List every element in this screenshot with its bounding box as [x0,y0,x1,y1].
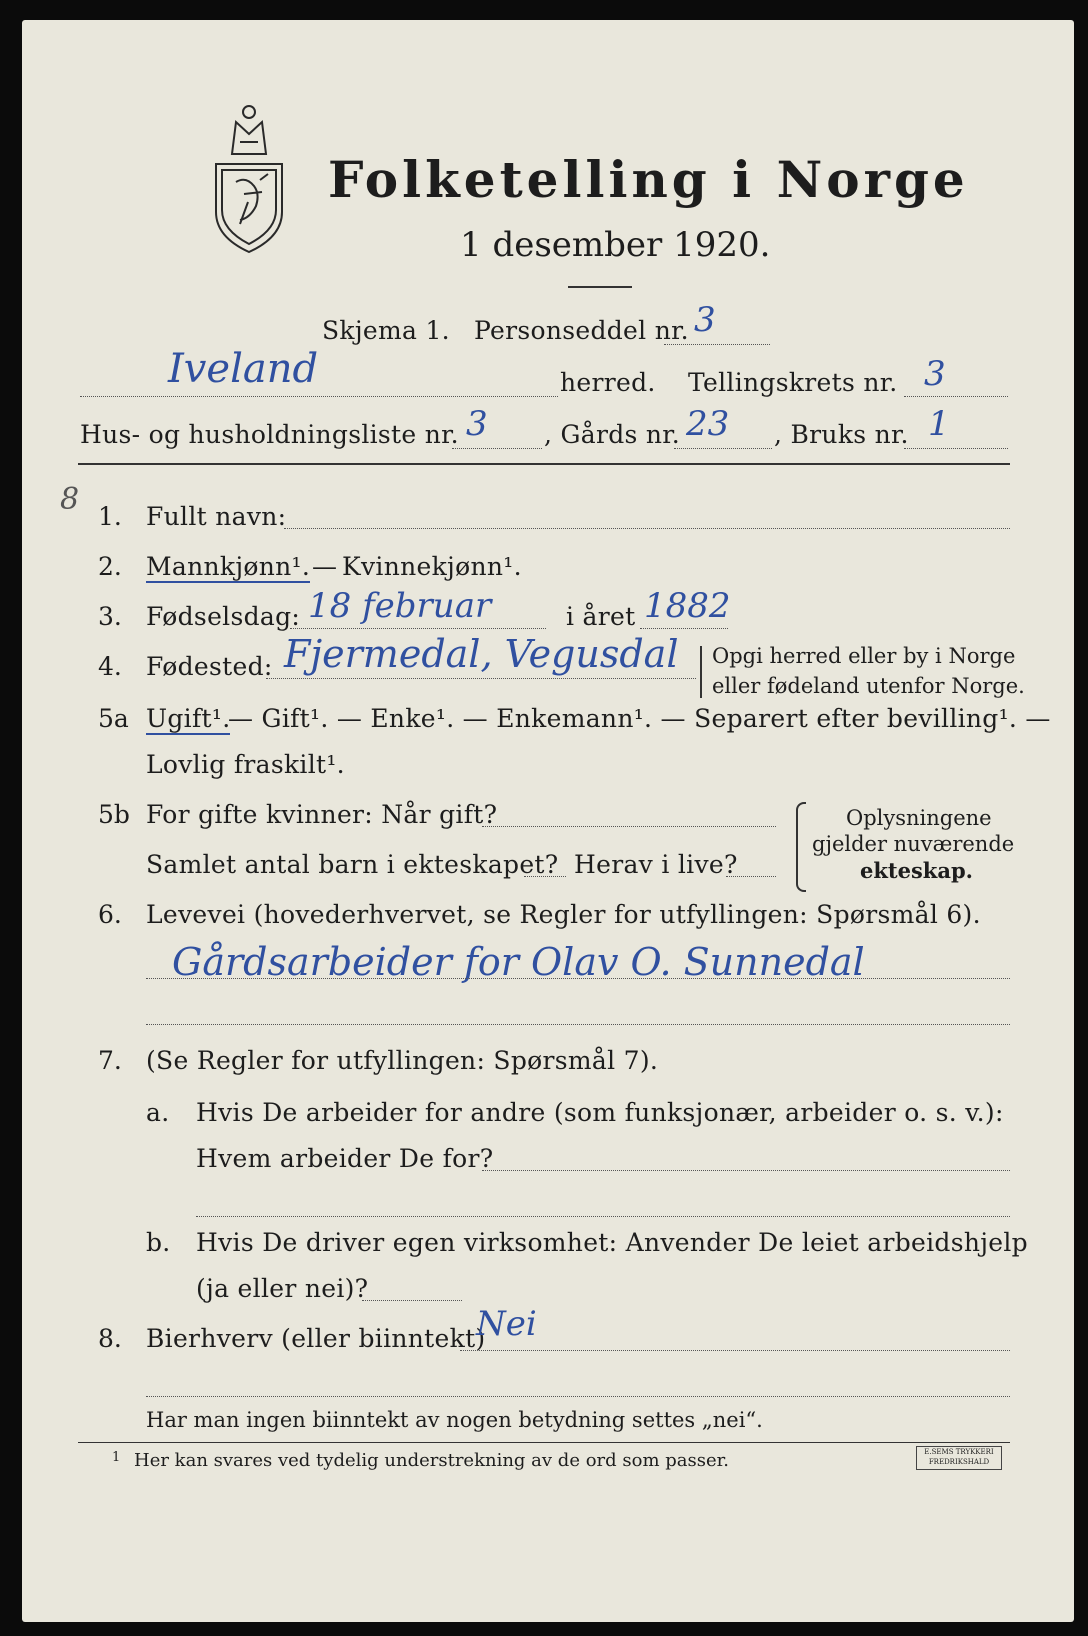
q7a-answer-line2 [196,1216,1010,1217]
q4-number: 4. [98,652,122,681]
personseddel-label: Personseddel nr. [474,316,689,345]
q5b-number: 5b [98,800,130,829]
q8-number: 8. [98,1324,122,1353]
q1-number: 1. [98,502,122,531]
herred-line [80,396,558,397]
tellingskrets-line [904,396,1008,397]
q5a-ugift: Ugift¹. [146,704,231,733]
q6-value: Gårdsarbeider for Olav O. Sunnedal [172,940,865,984]
q3-line [290,628,546,629]
schema-label: Skjema 1. [322,316,450,345]
q7b-line1: Hvis De driver egen virksomhet: Anvender De leiet arbeidshjelp [196,1228,1028,1257]
personseddel-line [664,344,770,345]
q5b-children-label: Samlet antal barn i ekteskapet? [146,850,559,879]
q8-label: Bierhverv (eller biinntekt) [146,1324,486,1353]
census-form [22,20,1074,1622]
q5b-line1: For gifte kvinner: Når gift? [146,800,498,829]
q6-line1 [146,978,1010,979]
footer-rule [78,1442,1010,1443]
census-date: 1 desember 1920. [460,225,771,265]
q5a-options: — Gift¹. — Enke¹. — Enkemann¹. — Separert efter bevilling¹. — [228,704,1051,733]
q5b-note-line3: ekteskap. [860,858,973,883]
bruks-line [904,448,1008,449]
q7-number: 7. [98,1046,122,1075]
q4-note-bracket [700,646,702,698]
q6-label: Levevei (hovederhvervet, se Regler for utfyllingen: Spørsmål 6). [146,900,981,929]
printer-line1: E.SEMS TRYKKERI [924,1448,994,1456]
q4-line [266,678,696,679]
q1-line [284,528,1010,529]
personseddel-value: 3 [694,300,716,340]
q5b-note-line1: Oplysningene [846,806,992,830]
q5b-alive-label: Herav i live? [574,850,738,879]
husliste-line [452,448,542,449]
q8-line [460,1350,1010,1351]
husliste-label: Hus- og husholdningsliste nr. [80,420,459,449]
q8-value: Nei [476,1304,537,1344]
printer-stamp [916,1446,1002,1470]
gards-line [674,448,772,449]
tellingskrets-label: Tellingskrets nr. [688,368,898,397]
q7b-answer-line [362,1300,462,1301]
q6-line2 [146,1024,1010,1025]
title-rule [568,286,632,288]
husliste-value: 3 [466,404,488,444]
q4-label: Fødested: [146,652,273,681]
q5a-number: 5a [98,704,129,733]
q7a-answer-line [482,1170,1010,1171]
q3-year-label: i året [566,602,636,631]
margin-mark: 8 [60,482,80,517]
norwegian-coat-of-arms-icon [202,102,296,257]
q2-female: Kvinnekjønn¹. [342,552,522,581]
biinntekt-note: Har man ingen biinntekt av nogen betydning settes „nei“. [146,1408,763,1432]
q7a-line2: Hvem arbeider De for? [196,1144,494,1173]
q7a-letter: a. [146,1098,170,1127]
q4-note-line1: Opgi herred eller by i Norge [712,644,1016,668]
herred-value: Iveland [168,346,319,392]
q7b-line2: (ja eller nei)? [196,1274,369,1303]
q4-value: Fjermedal, Vegusdal [284,632,679,676]
q7-label: (Se Regler for utfyllingen: Spørsmål 7). [146,1046,659,1075]
q5a-line2: Lovlig fraskilt¹. [146,750,345,779]
bruks-label: , Bruks nr. [774,420,909,449]
q3-number: 3. [98,602,122,631]
gards-label: , Gårds nr. [544,420,681,449]
q2-separator: — [312,552,338,581]
q3-year-line [640,628,728,629]
bruks-value: 1 [928,404,950,444]
footnote-text: Her kan svares ved tydelig understrekning av de ord som passer. [134,1450,729,1471]
q5b-when-line [482,826,776,827]
q3-value: 18 februar [308,586,492,626]
q7a-line1: Hvis De arbeider for andre (som funksjonær, arbeider o. s. v.): [196,1098,1004,1127]
q6-number: 6. [98,900,122,929]
q5b-children-line [524,876,566,877]
q2-number: 2. [98,552,122,581]
q4-note-line2: eller fødeland utenfor Norge. [712,674,1025,698]
header-rule [78,463,1010,465]
q3-label: Fødselsdag: [146,602,301,631]
herred-label: herred. [560,368,656,397]
q1-label: Fullt navn: [146,502,287,531]
q5b-note-line2: gjelder nuværende [812,832,1015,856]
printer-line2: FREDRIKSHALD [928,1458,990,1466]
tellingskrets-value: 3 [924,354,946,394]
q5b-alive-line [726,876,776,877]
q8-line2 [146,1396,1010,1397]
gards-value: 23 [686,404,730,444]
q7b-letter: b. [146,1228,171,1257]
form-title: Folketelling i Norge [328,150,969,209]
footnote-number: 1 [112,1450,121,1465]
q2-male: Mannkjønn¹. [146,552,311,581]
q5b-note-bracket [796,802,806,892]
q3-year-value: 1882 [644,586,731,626]
